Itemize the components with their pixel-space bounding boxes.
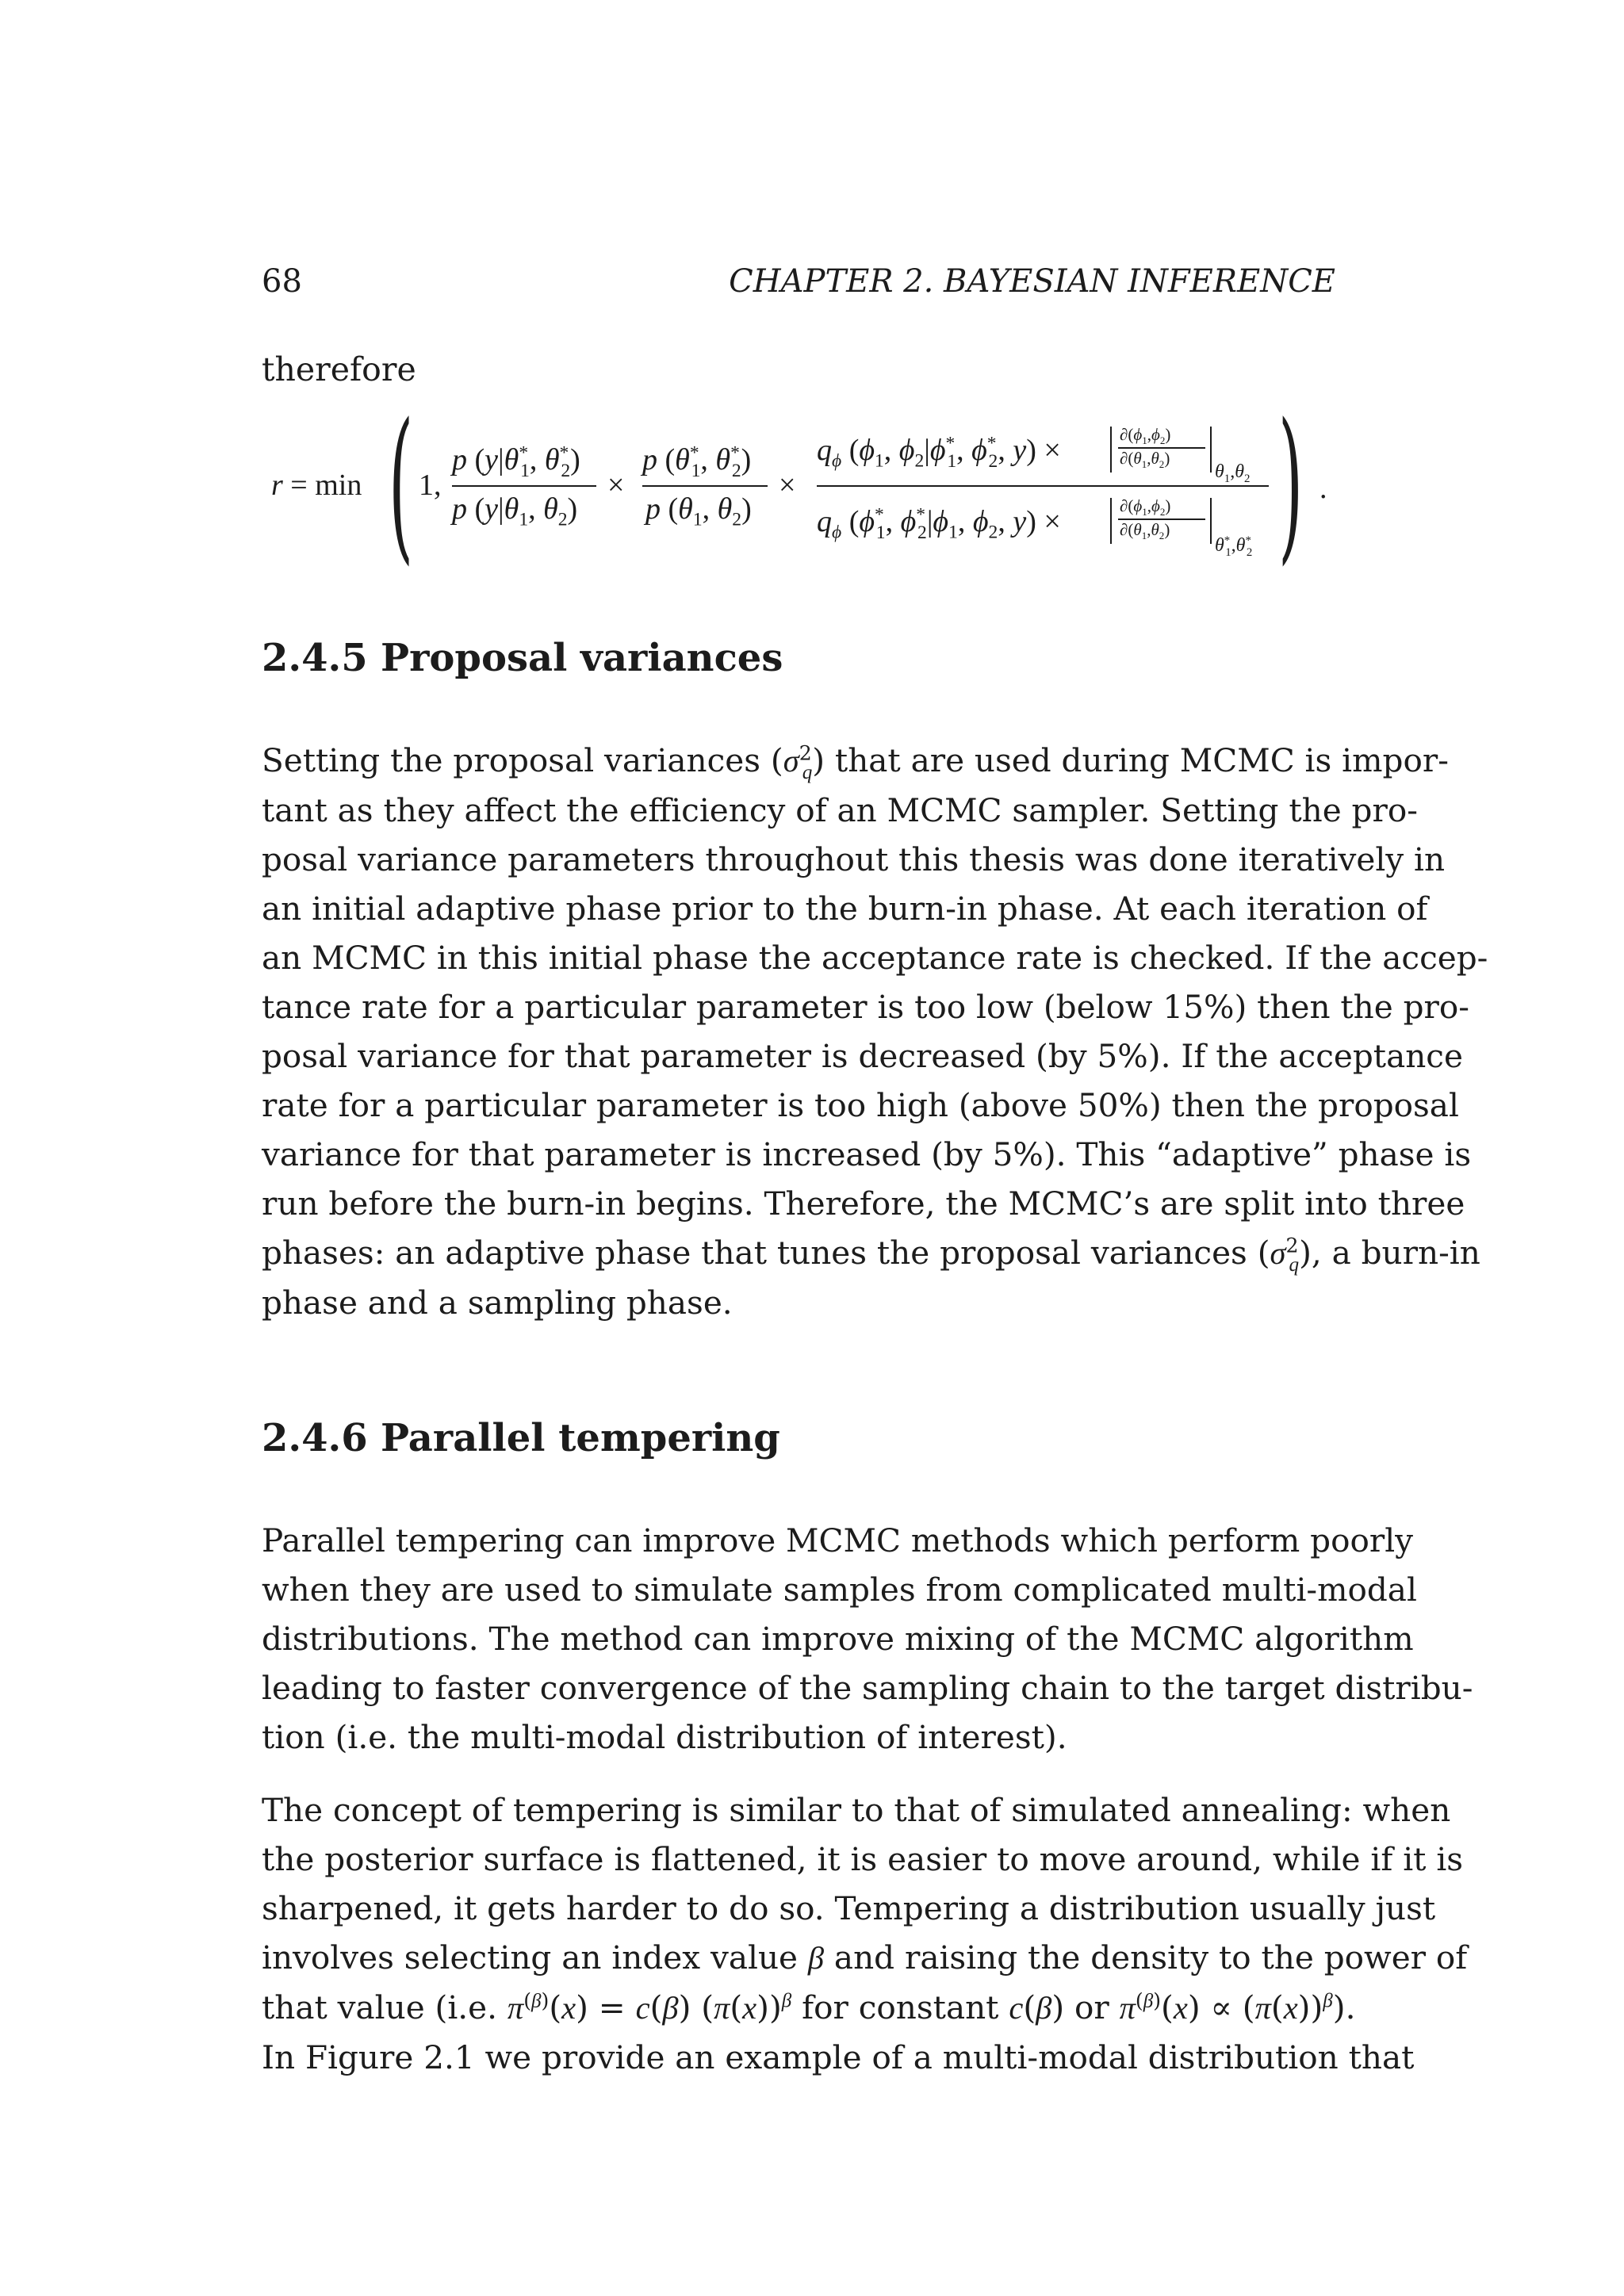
likelihood-numerator: p ($y|\theta^*_1$, $\theta^*_2$): [452, 442, 580, 481]
text-line: tance rate for a particular parameter is too low (below 15%) then the pro-: [262, 988, 1469, 1026]
proposal-denominator: $q_\phi$ ($\phi^*_1$, $\phi^*_2|\phi_1$, $\phi_2$, y) ×: [817, 504, 1061, 543]
text-line: posal variance for that parameter is decreased (by 5%). If the acceptance: [262, 1037, 1463, 1075]
text-line: rate for a particular parameter is too high (above 50%) then the proposal: [262, 1086, 1459, 1124]
text-line: an initial adaptive phase prior to the burn-in phase. At each iteration of: [262, 890, 1428, 928]
text-line: distributions. The method can improve mixing of the MCMC algorithm: [262, 1620, 1414, 1658]
text-line: The concept of tempering is similar to that of simulated annealing: when: [262, 1791, 1451, 1829]
text-line: the posterior surface is flattened, it is easier to move around, while if it is: [262, 1840, 1464, 1878]
text-line: variance for that parameter is increased (by 5%). This “adaptive” phase is: [262, 1135, 1472, 1173]
text-line: sharpened, it gets harder to do so. Tempering a distribution usually just: [262, 1889, 1436, 1927]
section-number: 2.4.5: [262, 636, 368, 680]
text-line: that value (i.e. $\pi^{(\beta)}(x) = c(\beta)$ $(\pi(x))^\beta$ for constant c(β) or $\pi^{(\beta)}(x) \propto (\pi(x))^\beta$).: [262, 1988, 1356, 2026]
paragraph: [262, 736, 1488, 1327]
intro-word: therefore: [262, 350, 416, 388]
text-line: when they are used to simulate samples from complicated multi-modal: [262, 1571, 1417, 1609]
equation-lhs: r = min: [271, 469, 362, 502]
fraction-bar: [642, 485, 768, 487]
page-number: 68: [262, 263, 302, 300]
text-line: leading to faster convergence of the sampling chain to the target distribu-: [262, 1669, 1473, 1707]
text-line: phase and a sampling phase.: [262, 1284, 733, 1322]
text-line: In Figure 2.1 we provide an example of a multi-modal distribution that: [262, 2038, 1415, 2076]
section-number: 2.4.6: [262, 1416, 368, 1460]
text-line: Setting the proposal variances $(\sigma^2_q)$ that are used during MCMC is impor-: [262, 741, 1449, 784]
left-paren: (: [389, 388, 414, 580]
text-line: tion (i.e. the multi-modal distribution of interest).: [262, 1718, 1067, 1756]
text-line: tant as they affect the efficiency of an MCMC sampler. Setting the pro-: [262, 791, 1418, 829]
section-heading: [262, 634, 783, 682]
section-title: Parallel tempering: [381, 1416, 780, 1460]
paragraph: [262, 1785, 1468, 2082]
prior-numerator: p ($\theta^*_1$, $\theta^*_2$): [642, 442, 752, 481]
text-line: an MCMC in this initial phase the acceptance rate is checked. If the accep-: [262, 939, 1488, 977]
text-line: posal variance parameters throughout this thesis was done iteratively in: [262, 840, 1446, 878]
text-line: Parallel tempering can improve MCMC methods which perform poorly: [262, 1521, 1414, 1559]
paragraph: [262, 1516, 1473, 1762]
acceptance-ratio-equation: r = min ( 1, p ($y|\theta^*_1$, $\theta^*_2$) p ($y|\theta_1$, $\theta_2$) × p ($\theta^*_1$, $\theta^*_2$) p ($\theta_1$, $\theta_2$) × $q_\phi$ ($\phi_1$, $\phi_2|\phi^*_1$, $\phi^*_2$, y) × $\partial(\phi_1,\phi_2)$ $\partial(\theta_1,\theta_2)$ $\theta_1,\theta_2$ $q_\phi$ ($\phi^*_1$, $\phi^*_2|\phi_1$, $\phi_2$, y) × $\partial(\phi_1,\phi_2)$ $\partial(\theta_1,\theta_2)$ $\theta^*_1,\theta^*_2$ ) .: [271, 388, 1327, 580]
running-header: CHAPTER 2. BAYESIAN INFERENCE: [729, 263, 1335, 300]
section-title: Proposal variances: [381, 636, 783, 680]
proposal-numerator: $q_\phi$ ($\phi_1$, $\phi_2|\phi^*_1$, $\phi^*_2$, y) ×: [817, 433, 1061, 472]
text-line: phases: an adaptive phase that tunes the proposal variances $(\sigma^2_q)$, a burn-in: [262, 1234, 1480, 1276]
fraction-bar: [817, 485, 1269, 487]
prior-denominator: p ($\theta_1$, $\theta_2$): [645, 492, 752, 530]
section-heading: [262, 1414, 780, 1462]
fraction-bar: [452, 485, 596, 487]
right-paren: ): [1278, 388, 1304, 580]
text-line: run before the burn-in begins. Therefore, the MCMC’s are split into three: [262, 1184, 1465, 1223]
likelihood-denominator: p ($y|\theta_1$, $\theta_2$): [452, 492, 578, 530]
text-line: involves selecting an index value β and raising the density to the power of: [262, 1938, 1468, 1976]
